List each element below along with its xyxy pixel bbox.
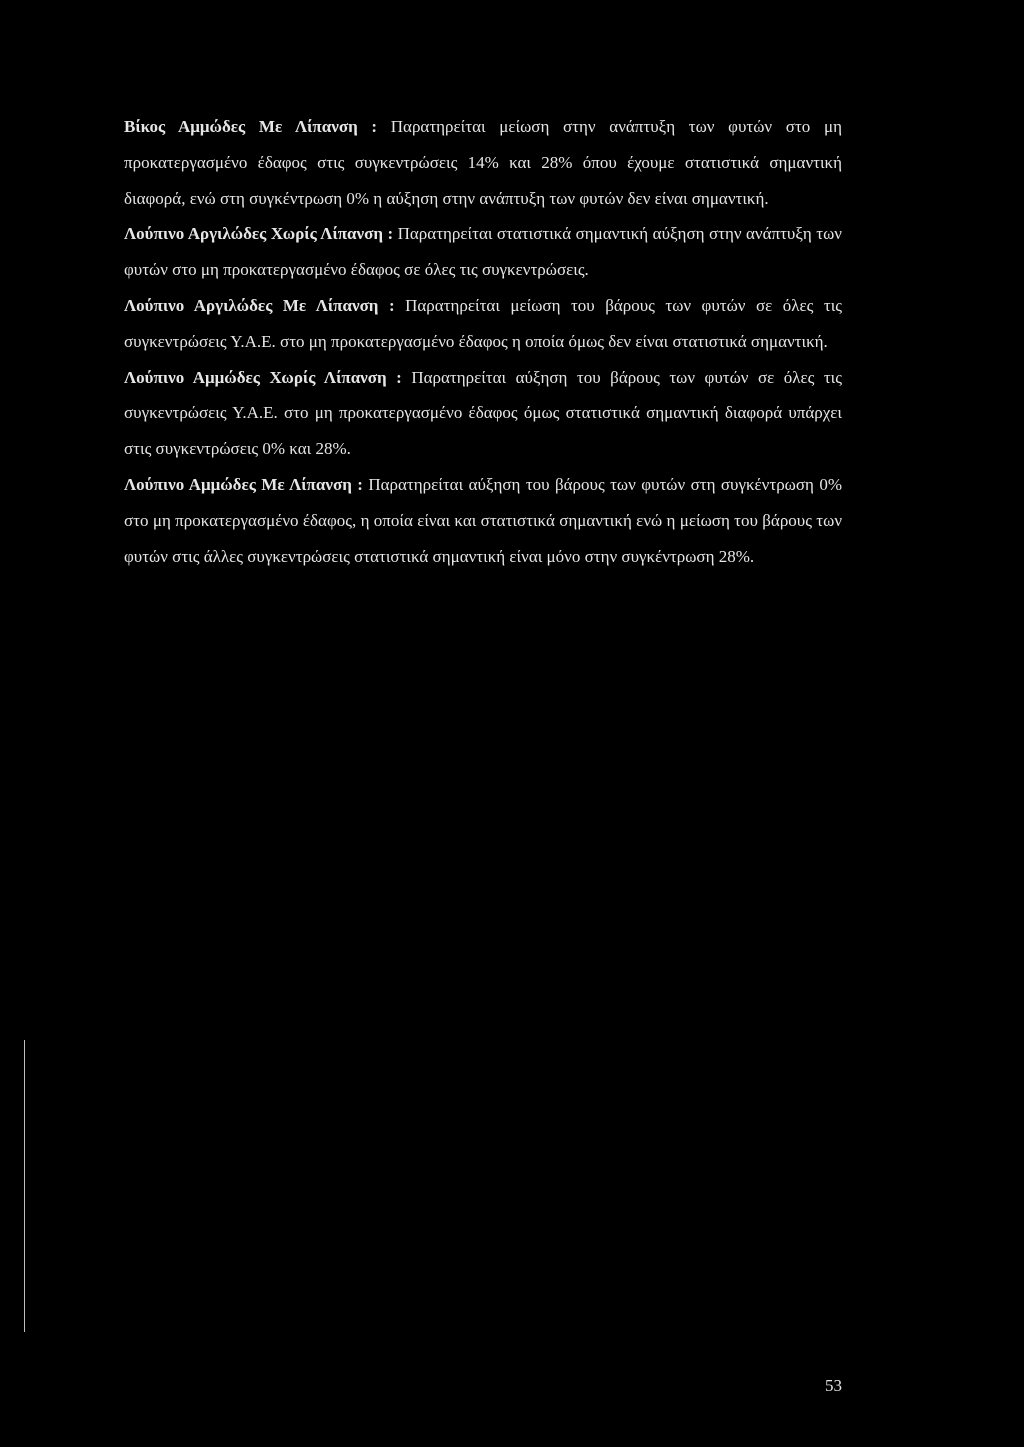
paragraph-lupin-clay-unfertilized xyxy=(124,216,842,288)
paragraph-text: Παρατηρείται στατιστικά σημαντική αύξηση στην ανάπτυξη των φυτών στο μη προκατεργασμένο έδαφος σε όλες τις συγκεντρώσεις. xyxy=(124,224,842,280)
margin-rule xyxy=(24,1040,25,1332)
paragraph-heading: Λούπινο Αμμώδες Χωρίς Λίπανση : xyxy=(124,367,412,387)
paragraph-text: Παρατηρείται μείωση του βάρους των φυτών σε όλες τις συγκεντρώσεις Υ.Α.Ε. στο μη προκατεργασμένο έδαφος η οποία όμως δεν είναι στατιστικά σημαντική. xyxy=(124,295,843,351)
paragraph-text: Παρατηρείται αύξηση του βάρους των φυτών σε όλες τις συγκεντρώσεις Υ.Α.Ε. στο μη προκατεργασμένο έδαφος όμως στατιστικά σημαντική διαφορά υπάρχει στις συγκεντρώσεις 0% και 28%. xyxy=(124,367,842,459)
paragraph-heading: Λούπινο Αργιλώδες Με Λίπανση : xyxy=(124,295,406,315)
paragraph-lupin-sandy-unfertilized xyxy=(124,360,842,467)
document-body xyxy=(124,109,842,574)
paragraph-heading: Λούπινο Αμμώδες Με Λίπανση : xyxy=(124,474,369,494)
paragraph-text: Παρατηρείται μείωση στην ανάπτυξη των φυτών στο μη προκατεργασμένο έδαφος στις συγκεντρώσεις 14% και 28% όπου έχουμε στατιστικά σημαντική διαφορά, ενώ στη συγκέντρωση 0% η αύξηση στην ανάπτυξη των φυτών δεν είναι σημαντική. xyxy=(124,117,842,208)
paragraph-lupin-sandy-fertilized xyxy=(124,467,842,574)
page-number: 53 xyxy=(825,1376,842,1395)
paragraph-lupin-clay-fertilized xyxy=(124,288,842,360)
paragraph-text: Παρατηρείται αύξηση του βάρους των φυτών στη συγκέντρωση 0% στο μη προκατεργασμένο έδαφος, η οποία είναι και στατιστικά σημαντική ενώ η μείωση του βάρους των φυτών στις άλλες συγκεντρώσεις στατιστικά σημαντική είναι μόνο στην συγκέντρωση 28%. xyxy=(124,474,842,566)
paragraph-heading: Βίκος Αμμώδες Με Λίπανση : xyxy=(124,117,391,136)
paragraph-vikos-sandy-fertilized xyxy=(124,109,842,216)
paragraph-heading: Λούπινο Αργιλώδες Χωρίς Λίπανση : xyxy=(124,224,398,244)
